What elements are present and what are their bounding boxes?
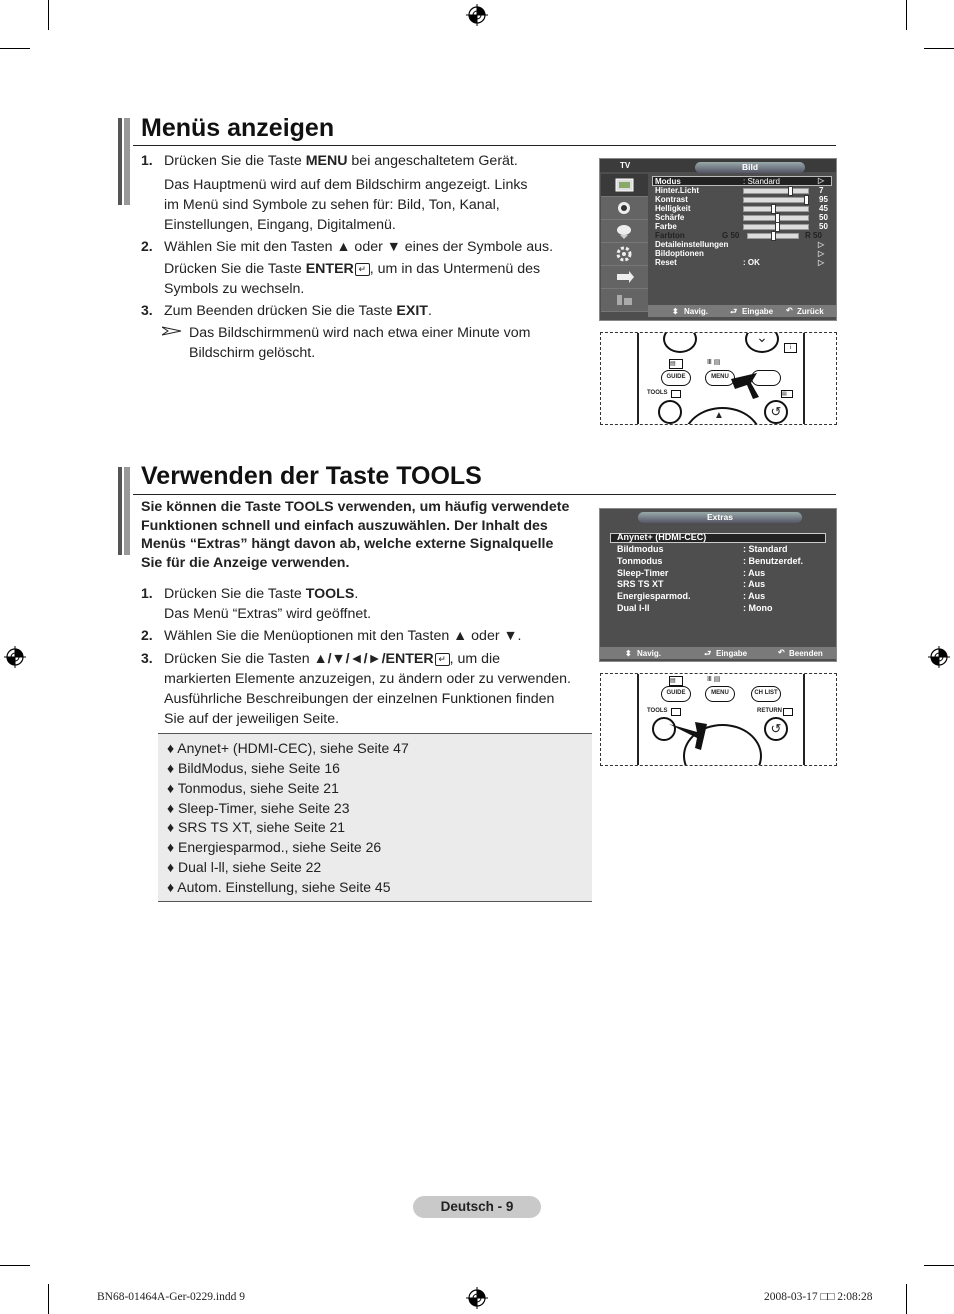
sidebar-icon-settings[interactable] bbox=[601, 243, 648, 266]
section-title: Verwenden der Taste TOOLS bbox=[141, 462, 482, 490]
guide-button[interactable]: GUIDE bbox=[661, 370, 691, 386]
registration-mark-icon bbox=[466, 1287, 488, 1309]
remote-illustration bbox=[600, 673, 837, 766]
list-item: ♦ Tonmodus, siehe Seite 21 bbox=[167, 780, 339, 796]
enter-icon: ↵ bbox=[435, 653, 450, 666]
list-item: ♦ SRS TS XT, siehe Seite 21 bbox=[167, 819, 346, 835]
guide-small-icon: ▤ bbox=[669, 359, 683, 369]
menu-small-icon: Ⅲ ▤ bbox=[707, 676, 721, 683]
return-icon: ↶ bbox=[778, 648, 785, 657]
return-button[interactable]: ↺ bbox=[764, 400, 788, 424]
return-label: RETURN bbox=[757, 708, 782, 714]
menu-row-value: 45 bbox=[819, 204, 828, 213]
return-small-icon: ▤ bbox=[781, 390, 793, 398]
list-item: ♦ Autom. Einstellung, siehe Seite 45 bbox=[167, 879, 391, 895]
menu-row-label[interactable]: Energiesparmod. bbox=[617, 591, 691, 601]
step-number: 3. bbox=[141, 650, 153, 666]
crop-mark bbox=[924, 48, 954, 49]
menu-row-label[interactable]: Sleep-Timer bbox=[617, 568, 669, 578]
pointer-arrow-icon bbox=[729, 371, 763, 401]
footer-enter: Eingabe bbox=[742, 307, 774, 316]
section-rule bbox=[133, 145, 836, 146]
step-text: Wählen Sie die Menüoptionen mit den Tasten ▲ oder ▼. bbox=[164, 628, 522, 644]
enter-icon: ↵ bbox=[355, 263, 370, 276]
menu-row-value: R 50 bbox=[805, 231, 822, 240]
section-marker-bar bbox=[118, 467, 130, 555]
menu-button[interactable]: MENU bbox=[705, 686, 735, 702]
section-title: Menüs anzeigen bbox=[141, 114, 335, 142]
tools-label: TOOLS bbox=[647, 390, 668, 396]
updown-icon: ⬍ bbox=[625, 649, 632, 658]
source-label: TV bbox=[620, 161, 631, 170]
step-text: Wählen Sie mit den Tasten ▲ oder ▼ eines der Symbole aus. bbox=[164, 239, 554, 255]
sidebar-icon-input[interactable] bbox=[601, 266, 648, 289]
guide-button[interactable]: GUIDE bbox=[661, 686, 691, 702]
menu-row-value: : Aus bbox=[743, 568, 766, 578]
slider-color[interactable] bbox=[743, 224, 809, 230]
footer-enter: Eingabe bbox=[716, 649, 748, 658]
section-marker-bar bbox=[118, 118, 130, 205]
step-number: 3. bbox=[141, 302, 153, 318]
menu-row-label[interactable]: Modus bbox=[655, 177, 681, 186]
slider-contrast[interactable] bbox=[743, 197, 809, 203]
step-number: 1. bbox=[141, 585, 153, 601]
menu-row-label[interactable]: Dual l-ll bbox=[617, 603, 650, 613]
section-rule bbox=[133, 494, 836, 495]
crop-mark bbox=[906, 1284, 907, 1314]
menu-row-label[interactable]: Hinter.Licht bbox=[655, 186, 700, 195]
slider-brightness[interactable] bbox=[743, 206, 809, 212]
menu-tab-bild[interactable]: Bild bbox=[695, 162, 805, 173]
updown-icon: ⬍ bbox=[672, 307, 679, 316]
menu-row-value: : Mono bbox=[743, 603, 773, 613]
sidebar-icon-digital[interactable] bbox=[601, 289, 648, 312]
registration-mark-icon bbox=[4, 646, 26, 668]
step-text: Drücken Sie die Tasten ▲/▼/◄/►/ENTER ↵ , um die markierten Elemente anzuzeigen, zu ändern oder zu verwenden. Ausführliche Beschreibungen der einzelnen Funktionen finden Sie auf der jeweiligen Seite. bbox=[164, 651, 571, 727]
pointer-arrow-icon bbox=[667, 718, 717, 752]
enter-icon: ⮐ bbox=[730, 307, 738, 316]
tools-small-icon bbox=[671, 390, 681, 398]
sidebar-icon-channel[interactable] bbox=[601, 220, 648, 243]
step-number: 2. bbox=[141, 627, 153, 643]
chevron-down-icon: ⌄ bbox=[745, 332, 779, 353]
menu-row-label[interactable]: Reset bbox=[655, 258, 677, 267]
crop-mark bbox=[0, 48, 30, 49]
tv-menu-extras bbox=[599, 508, 837, 662]
menu-row-value: : Standard bbox=[743, 177, 780, 186]
menu-row-value: : Aus bbox=[743, 579, 766, 589]
paragraph: Das Hauptmenü wird auf dem Bildschirm angezeigt. Links im Menü sind Symbole zu sehen für: Bild, Ton, Kanal, Einstellungen, Eingang, Digitalmenü. bbox=[164, 177, 528, 233]
step-number: 2. bbox=[141, 238, 153, 254]
return-small-icon bbox=[783, 708, 793, 716]
page-number-badge: Deutsch - 9 bbox=[413, 1196, 541, 1218]
info-icon: i bbox=[784, 343, 797, 353]
registration-mark-icon bbox=[928, 646, 950, 668]
arrow-right-icon: ▷ bbox=[818, 176, 825, 185]
slider-backlight[interactable] bbox=[743, 188, 809, 194]
crop-mark bbox=[48, 0, 49, 30]
tools-small-icon bbox=[671, 708, 681, 716]
intro-paragraph: Sie können die Taste TOOLS verwenden, um häufig verwendete Funktionen schnell und einfach auszuwählen. Der Inhalt des Menüs “Extras” hängt davon ab, welche externe Signalquelle Sie für die Anzeige verwenden. bbox=[141, 499, 570, 571]
crop-mark bbox=[924, 1265, 954, 1266]
guide-small-icon: ▤ bbox=[669, 676, 683, 686]
menu-row-label[interactable]: Farbe bbox=[655, 222, 677, 231]
footer-back: Zurück bbox=[797, 307, 824, 316]
list-item: ♦ BildModus, siehe Seite 16 bbox=[167, 760, 340, 776]
tools-button[interactable] bbox=[658, 400, 682, 424]
menu-button[interactable]: MENU bbox=[705, 370, 735, 386]
menu-row-label[interactable]: Bildmodus bbox=[617, 544, 664, 554]
date-slug: 2008-03-17 □□ 2:08:28 bbox=[764, 1291, 873, 1303]
crop-mark bbox=[0, 1265, 30, 1266]
menu-row-label[interactable]: Schärfe bbox=[655, 213, 685, 222]
menu-row-label[interactable]: SRS TS XT bbox=[617, 579, 664, 589]
sidebar-icon-picture[interactable] bbox=[601, 174, 648, 197]
arrow-right-icon: ▷ bbox=[818, 258, 825, 267]
note-text: Das Bildschirmmenü wird nach etwa einer Minute vom Bildschirm gelöscht. bbox=[189, 325, 531, 361]
menu-row-label[interactable]: Farbton bbox=[655, 231, 685, 240]
feature-list bbox=[158, 733, 592, 902]
menu-small-icon: Ⅲ ▤ bbox=[707, 359, 721, 366]
slider-sharpness[interactable] bbox=[743, 215, 809, 221]
arrow-up-icon: ▲ bbox=[714, 410, 724, 421]
arrow-right-icon: ▷ bbox=[818, 240, 825, 249]
enter-icon: ⮐ bbox=[704, 649, 712, 658]
menu-row-value: : Benutzerdef. bbox=[743, 556, 804, 566]
list-item: ♦ Dual l-ll, siehe Seite 22 bbox=[167, 859, 322, 875]
channel-list-button[interactable]: CH LIST bbox=[751, 686, 781, 702]
footer-back: Beenden bbox=[789, 649, 823, 658]
menu-row-value: 7 bbox=[819, 186, 824, 195]
menu-row-label[interactable]: Kontrast bbox=[655, 195, 688, 204]
registration-mark-icon bbox=[466, 4, 488, 26]
crop-mark bbox=[906, 0, 907, 30]
file-slug: BN68-01464A-Ger-0229.indd 9 bbox=[97, 1291, 245, 1303]
step-text: Drücken Sie die Taste MENU bei angeschaltetem Gerät. bbox=[164, 153, 518, 169]
menu-row-label[interactable]: Anynet+ (HDMI-CEC) bbox=[617, 532, 707, 542]
footer-nav: Navig. bbox=[684, 307, 709, 316]
tools-label: TOOLS bbox=[647, 708, 668, 714]
step-text: Zum Beenden drücken Sie die Taste EXIT. bbox=[164, 303, 432, 319]
step-number: 1. bbox=[141, 152, 153, 168]
list-item: ♦ Energiesparmod., siehe Seite 26 bbox=[167, 839, 382, 855]
tv-menu-bild bbox=[599, 158, 837, 321]
tint-green-value: G 50 bbox=[722, 231, 740, 240]
menu-row-value: 50 bbox=[819, 222, 828, 231]
footer-nav: Navig. bbox=[637, 649, 662, 658]
return-icon: ↶ bbox=[786, 306, 793, 315]
menu-row-value: 50 bbox=[819, 213, 828, 222]
sidebar-icon-sound[interactable] bbox=[601, 197, 648, 220]
step-text: Drücken Sie die Taste TOOLS. Das Menü “Extras” wird geöffnet. bbox=[164, 586, 372, 622]
slider-tint[interactable] bbox=[747, 233, 799, 239]
menu-row-label[interactable]: Bildoptionen bbox=[655, 249, 704, 258]
list-item: ♦ Anynet+ (HDMI-CEC), siehe Seite 47 bbox=[167, 740, 409, 756]
menu-row-value: : Aus bbox=[743, 591, 766, 601]
remote-illustration bbox=[600, 332, 837, 425]
menu-row-value: : Standard bbox=[743, 544, 788, 554]
menu-row-value: 95 bbox=[819, 195, 828, 204]
menu-footer bbox=[648, 305, 836, 317]
return-button[interactable]: ↺ bbox=[764, 717, 788, 741]
crop-mark bbox=[48, 1284, 49, 1314]
menu-tab-extras[interactable]: Extras bbox=[638, 512, 802, 523]
note-arrow-icon bbox=[162, 326, 182, 336]
list-item: ♦ Sleep-Timer, siehe Seite 23 bbox=[167, 800, 350, 816]
menu-row-label[interactable]: Helligkeit bbox=[655, 204, 691, 213]
menu-footer bbox=[600, 647, 836, 659]
menu-row-label[interactable]: Tonmodus bbox=[617, 556, 663, 566]
menu-row-label[interactable]: Detaileinstellungen bbox=[655, 240, 729, 249]
paragraph: Drücken Sie die Taste ENTER ↵ , um in das Untermenü des Symbols zu wechseln. bbox=[164, 261, 541, 297]
arrow-right-icon: ▷ bbox=[818, 249, 825, 258]
menu-row-value: : OK bbox=[743, 258, 760, 267]
